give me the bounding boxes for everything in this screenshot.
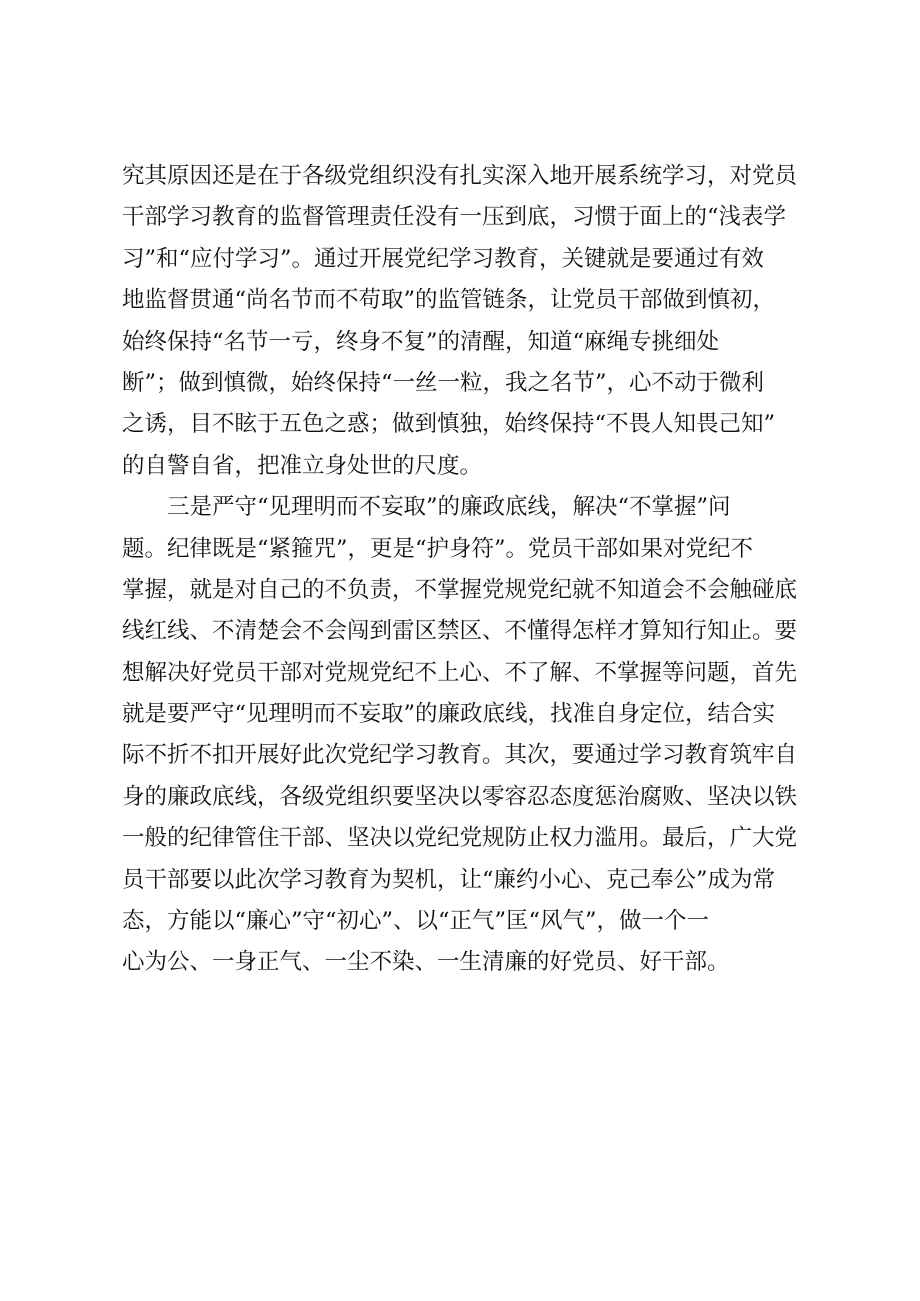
text-line: 员干部要以此次学习教育为契机，让“廉约小心、克己奉公”成为常 — [122, 866, 776, 893]
text-line: 心为公、一身正气、一尘不染、一生清廉的好党员、好干部。 — [122, 949, 730, 976]
text-line: 始终保持“名节一亏，终身不复”的清醒，知道“麻绳专挑细处 — [122, 328, 720, 355]
text-line: 掌握，就是对自己的不负责，不掌握党规党纪就不知道会不会触碰底 — [122, 576, 798, 603]
text-line: 态，方能以“廉心”守“初心”、以“正气”匡“风气”，做一个一 — [122, 908, 710, 935]
text-line: 想解决好党员干部对党规党纪不上心、不了解、不掌握等问题，首先 — [122, 659, 798, 686]
text-line: 断”；做到慎微，始终保持“一丝一粒，我之名节”，心不动于微利 — [122, 369, 765, 396]
text-line: 习”和“应付学习”。通过开展党纪学习教育，关键就是要通过有效 — [122, 245, 765, 272]
text-line: 一般的纪律管住干部、坚决以党纪党规防止权力滥用。最后，广大党 — [122, 825, 798, 852]
text-line: 之诱，目不眩于五色之惑；做到慎独，始终保持“不畏人知畏己知” — [122, 411, 776, 438]
text-line: 地监督贯通“尚名节而不苟取”的监管链条，让党员干部做到慎初， — [122, 287, 776, 314]
text-line: 题。纪律既是“紧箍咒”，更是“护身符”。党员干部如果对党纪不 — [122, 535, 754, 562]
text-line: 就是要严守“见理明而不妄取”的廉政底线，找准自身定位，结合实 — [122, 701, 776, 728]
body-text — [122, 156, 812, 984]
paragraph-start-line: 三是严守“见理明而不妄取”的廉政底线，解决“不掌握”问 — [167, 494, 731, 521]
text-line: 干部学习教育的监督管理责任没有一压到底，习惯于面上的“浅表学 — [122, 204, 787, 231]
text-line: 线红线、不清楚会不会闯到雷区禁区、不懂得怎样才算知行知止。要 — [122, 618, 798, 645]
text-line: 究其原因还是在于各级党组织没有扎实深入地开展系统学习，对党员 — [122, 163, 798, 189]
text-line: 的自警自省，把准立身处世的尺度。 — [122, 452, 483, 479]
text-line: 身的廉政底线，各级党组织要坚决以零容忍态度惩治腐败、坚决以铁 — [122, 783, 798, 810]
text-line: 际不折不扣开展好此次党纪学习教育。其次，要通过学习教育筑牢自 — [122, 742, 798, 769]
